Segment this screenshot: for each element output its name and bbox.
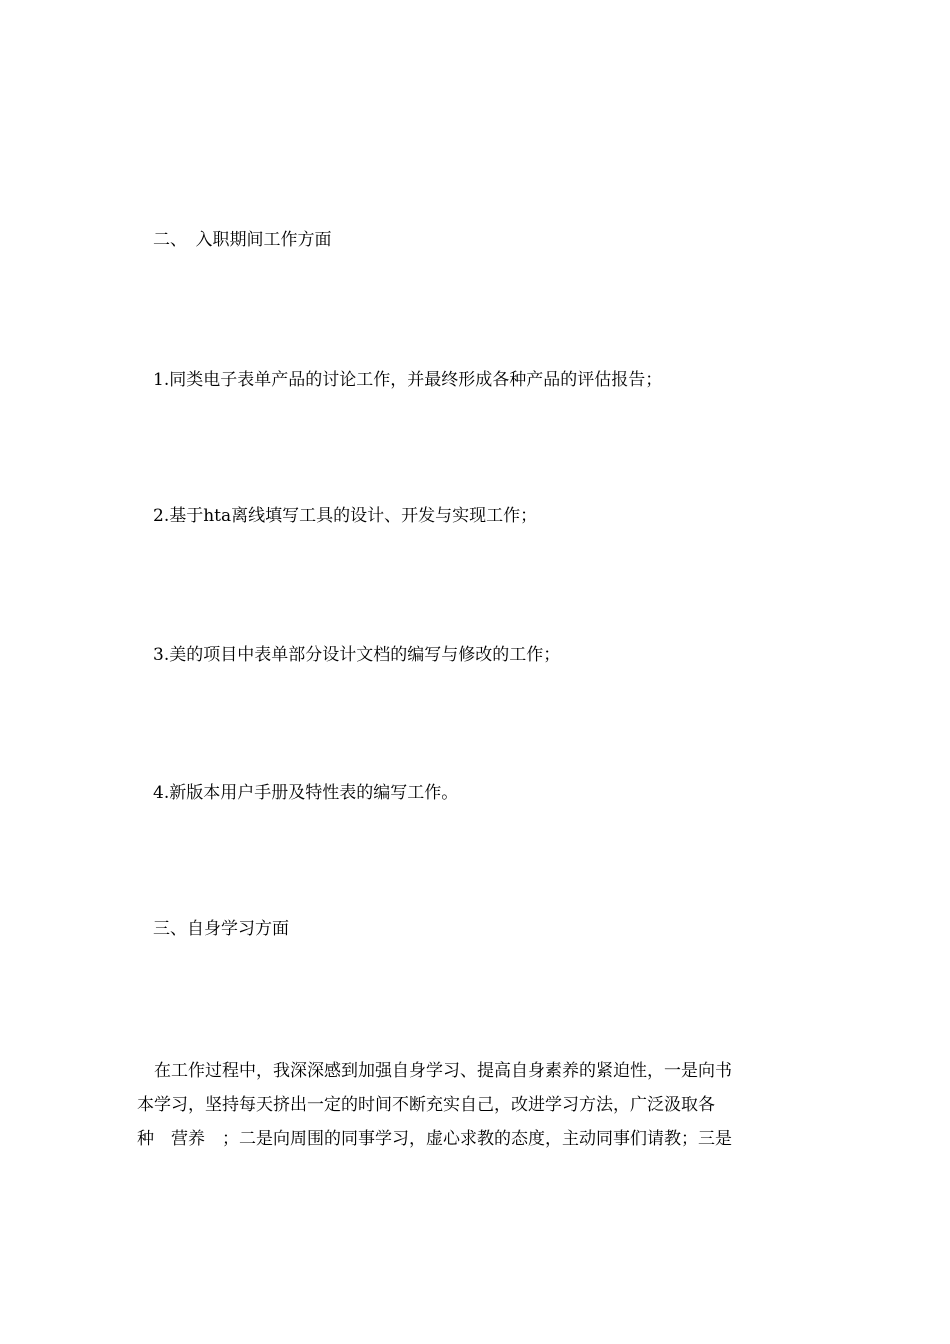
paragraph-line: 在工作过程中，我深深感到加强自身学习、提高自身素养的紧迫性，一是向书 <box>154 1061 732 1081</box>
section-heading-work: 二、 入职期间工作方面 <box>153 230 332 250</box>
work-item-4: 4.新版本用户手册及特性表的编写工作。 <box>153 783 459 803</box>
work-item-1: 1.同类电子表单产品的讨论工作，并最终形成各种产品的评估报告； <box>153 370 663 390</box>
paragraph-line: 本学习，坚持每天挤出一定的时间不断充实自己，改进学习方法，广泛汲取各 <box>137 1095 715 1115</box>
work-item-3: 3.美的项目中表单部分设计文档的编写与修改的工作； <box>153 645 561 665</box>
section-heading-study: 三、自身学习方面 <box>153 919 289 939</box>
work-item-2: 2.基于hta离线填写工具的设计、开发与实现工作； <box>153 506 538 526</box>
paragraph-line: 种 营养 ；二是向周围的同事学习，虚心求教的态度，主动同事们请教；三是 <box>137 1129 732 1149</box>
study-paragraph <box>137 1054 813 1156</box>
